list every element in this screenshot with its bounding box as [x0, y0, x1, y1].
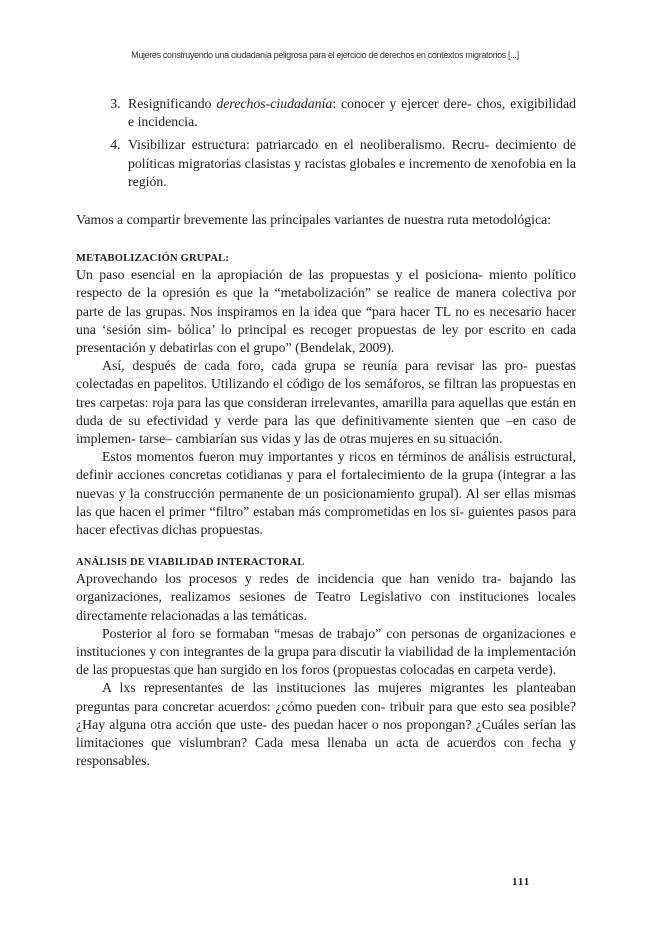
paragraph: Aprovechando los procesos y redes de incidencia que han venido tra- bajando las organizaciones, realizamos sesiones de Teatro Legislativo con instituciones locales directamente relacionadas a las temáticas. [76, 571, 576, 623]
intro-paragraph: Vamos a compartir brevemente las principales variantes de nuestra ruta metodológica: [76, 212, 552, 228]
running-header: Mujeres construyendo una ciudadanía peligrosa para el ejercicio de derechos en contextos migratorios [...] [131, 50, 519, 60]
section-heading-analisis: ANÁLISIS DE VIABILIDAD INTERACTORAL [76, 557, 305, 569]
list-item-3-lead: Resignificando [128, 96, 217, 111]
numbered-list [76, 95, 576, 191]
list-item-3-emphasis: derechos-ciudadanía [216, 96, 333, 111]
paragraph: Un paso esencial en la apropiación de las propuestas y el posiciona- miento político respecto de la opresión es que la “metabolización” se realice de manera colectiva por parte de las grupas. Nos inspiramos en la idea que “para hacer TL no es necesario hacer una ‘sesión sim- bólica’ lo principal es recoger propuestas de ley por escrito en cada presentación y debatirlas con el grupo” (Bendelak, 2009). [76, 267, 576, 356]
paragraph: Así, después de cada foro, cada grupa se reunía para revisar las pro- puestas colectadas en papelitos. Utilizando el código de los semáforos, se filtran las propuestas en tres carpetas: roja para las que consideran irrelevantes, amarilla para aquellas que están en duda de su efectividad y verde para las que definitivamente sienten que –en caso de implemen- tarse– cambiarían sus vidas y las de otras mujeres en su situación. [76, 358, 576, 447]
section-heading-metabolizacion: METABOLIZACIÓN GRUPAL: [76, 253, 230, 265]
list-item-4: 4. Visibilizar estructura: patriarcado en el neoliberalismo. Recru- decimiento de políticas migratorias clasistas y racistas globales e incremento de xenofobia en la región. [124, 136, 576, 191]
paragraph: A lxs representantes de las instituciones las mujeres migrantes les planteaban preguntas para concretar acuerdos: ¿cómo pueden con- tribuir para que esto sea posible? ¿Hay alguna otra acción que uste- des puedan hacer o nos propongan? ¿Cuáles serían las limitaciones que vislumbran? Cada mesa llenaba un acta de acuerdos con fecha y responsables. [76, 680, 576, 769]
paragraph: Estos momentos fueron muy importantes y ricos en términos de análisis estructural, definir acciones concretas cotidianas y para el fortalecimiento de la grupa (integrar a las nuevas y la construcción permanente de un posicionamiento grupal). Al ser ellas mismas las que hacen el primer “filtro” estaban más comprometidas en los si- guientes pasos para hacer efectivas dichas propuestas. [76, 449, 576, 538]
paragraph: Posterior al foro se formaban “mesas de trabajo” con personas de organizaciones e instituciones y con integrantes de la grupa para discutir la viabilidad de la implementación de las propuestas que han surgido en los foros (propuestas colocadas en carpeta verde). [76, 625, 576, 678]
list-item-3-rest: : conocer y ejercer dere- chos, exigibilidad e incidencia. [128, 96, 576, 130]
page-number: 111 [512, 876, 531, 888]
page-body [76, 95, 576, 771]
list-item-3 [124, 95, 576, 131]
